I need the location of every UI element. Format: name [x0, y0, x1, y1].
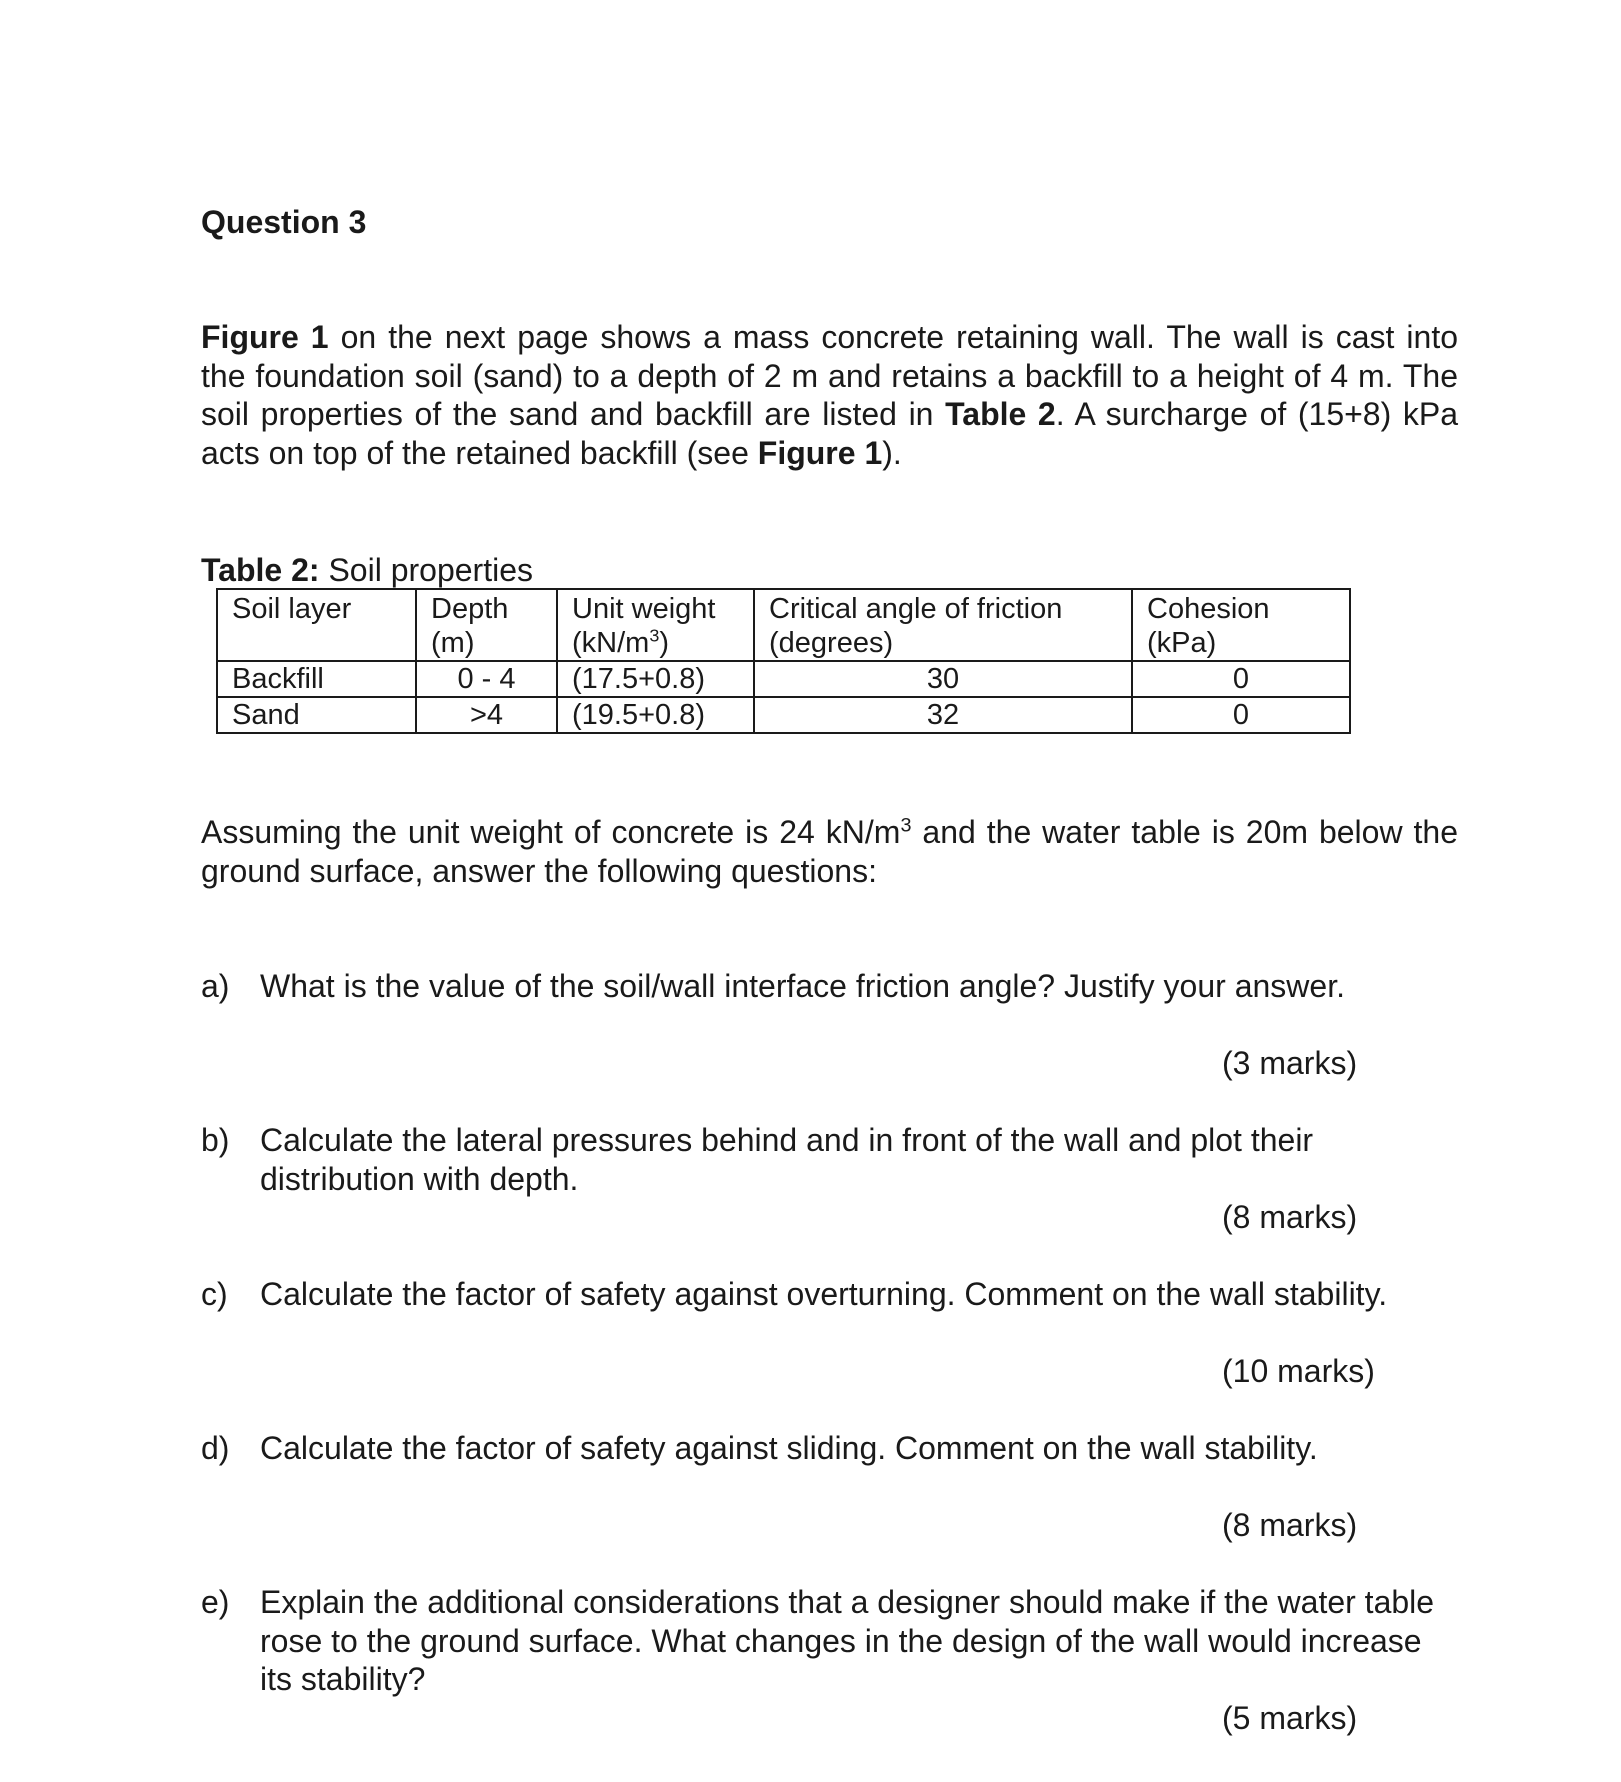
question-marks: (8 marks) [1222, 1199, 1358, 1235]
question-text: Explain the additional considerations that a designer should make if the water table rose to the ground surface. What changes in the design of the wall would increase its stability? [260, 1584, 1435, 1697]
table-caption [201, 552, 533, 589]
figure-reference: Figure 1 [757, 434, 883, 471]
cell-depth: 0 - 4 [416, 661, 557, 697]
figure-reference: Figure 1 [201, 319, 329, 355]
question-text: Calculate the factor of safety against sliding. Comment on the wall stability. [260, 1430, 1318, 1466]
intro-text: ). [882, 434, 902, 471]
question-marks: (5 marks) [1222, 1700, 1358, 1736]
question-letter: e) [201, 1584, 230, 1620]
question-letter: b) [201, 1122, 230, 1158]
header-cohesion: Cohesion (kPa) [1132, 589, 1350, 661]
intro-paragraph [201, 318, 1458, 472]
cell-critical-angle: 32 [754, 697, 1132, 733]
question-letter: a) [201, 968, 230, 1004]
cell-unit-weight: (19.5+0.8) [557, 697, 754, 733]
question-text: Calculate the factor of safety against overturning. Comment on the wall stability. [260, 1276, 1388, 1312]
intro-text: . A surcharge of (15+8) kPa acts on top of the retained backfill (see [201, 396, 1459, 471]
cell-critical-angle: 30 [754, 661, 1132, 697]
question-letter: c) [201, 1276, 228, 1312]
cell-cohesion: 0 [1132, 661, 1350, 697]
table-reference: Table 2 [945, 396, 1056, 432]
question-text: Calculate the lateral pressures behind and in front of the wall and plot their distribution with depth. [260, 1122, 1314, 1197]
header-critical-angle: Critical angle of friction (degrees) [754, 589, 1132, 661]
assumption-paragraph: Assuming the unit weight of concrete is 24 $kN/m^3$ and the water table is 20m below the ground surface, answer the following questions: [201, 814, 1459, 889]
header-soil-layer: Soil layer [217, 589, 416, 661]
table-caption-label: Table 2: [201, 552, 320, 588]
question-text: What is the value of the soil/wall interface friction angle? Justify your answer. [260, 968, 1345, 1004]
question-letter: d) [201, 1430, 230, 1466]
soil-properties-table [216, 588, 1351, 734]
intro-text: on the next page shows a mass concrete retaining wall. The wall is cast into the foundation soil (sand) to a depth of 2 m and retains a backfill to a height of 4 m. The soil properties of the sand and backfill are listed in [201, 319, 1459, 432]
question-heading: Question 3 [201, 204, 367, 240]
header-unit-weight: Unit weight $(kN/m^3)$ [557, 589, 754, 661]
table-row [217, 661, 1350, 697]
table-header-row [217, 589, 1350, 661]
table-caption-title: Soil properties [319, 552, 533, 588]
cell-soil-layer: Backfill [217, 661, 416, 697]
cell-unit-weight: (17.5+0.8) [557, 661, 754, 697]
cell-depth: >4 [416, 697, 557, 733]
question-marks: (3 marks) [1222, 1045, 1358, 1081]
cell-cohesion: 0 [1132, 697, 1350, 733]
header-depth: Depth (m) [416, 589, 557, 661]
cell-soil-layer: Sand [217, 697, 416, 733]
question-marks: (8 marks) [1222, 1507, 1358, 1543]
superscript: 3 [900, 814, 912, 837]
question-marks: (10 marks) [1222, 1353, 1375, 1389]
table-row [217, 697, 1350, 733]
